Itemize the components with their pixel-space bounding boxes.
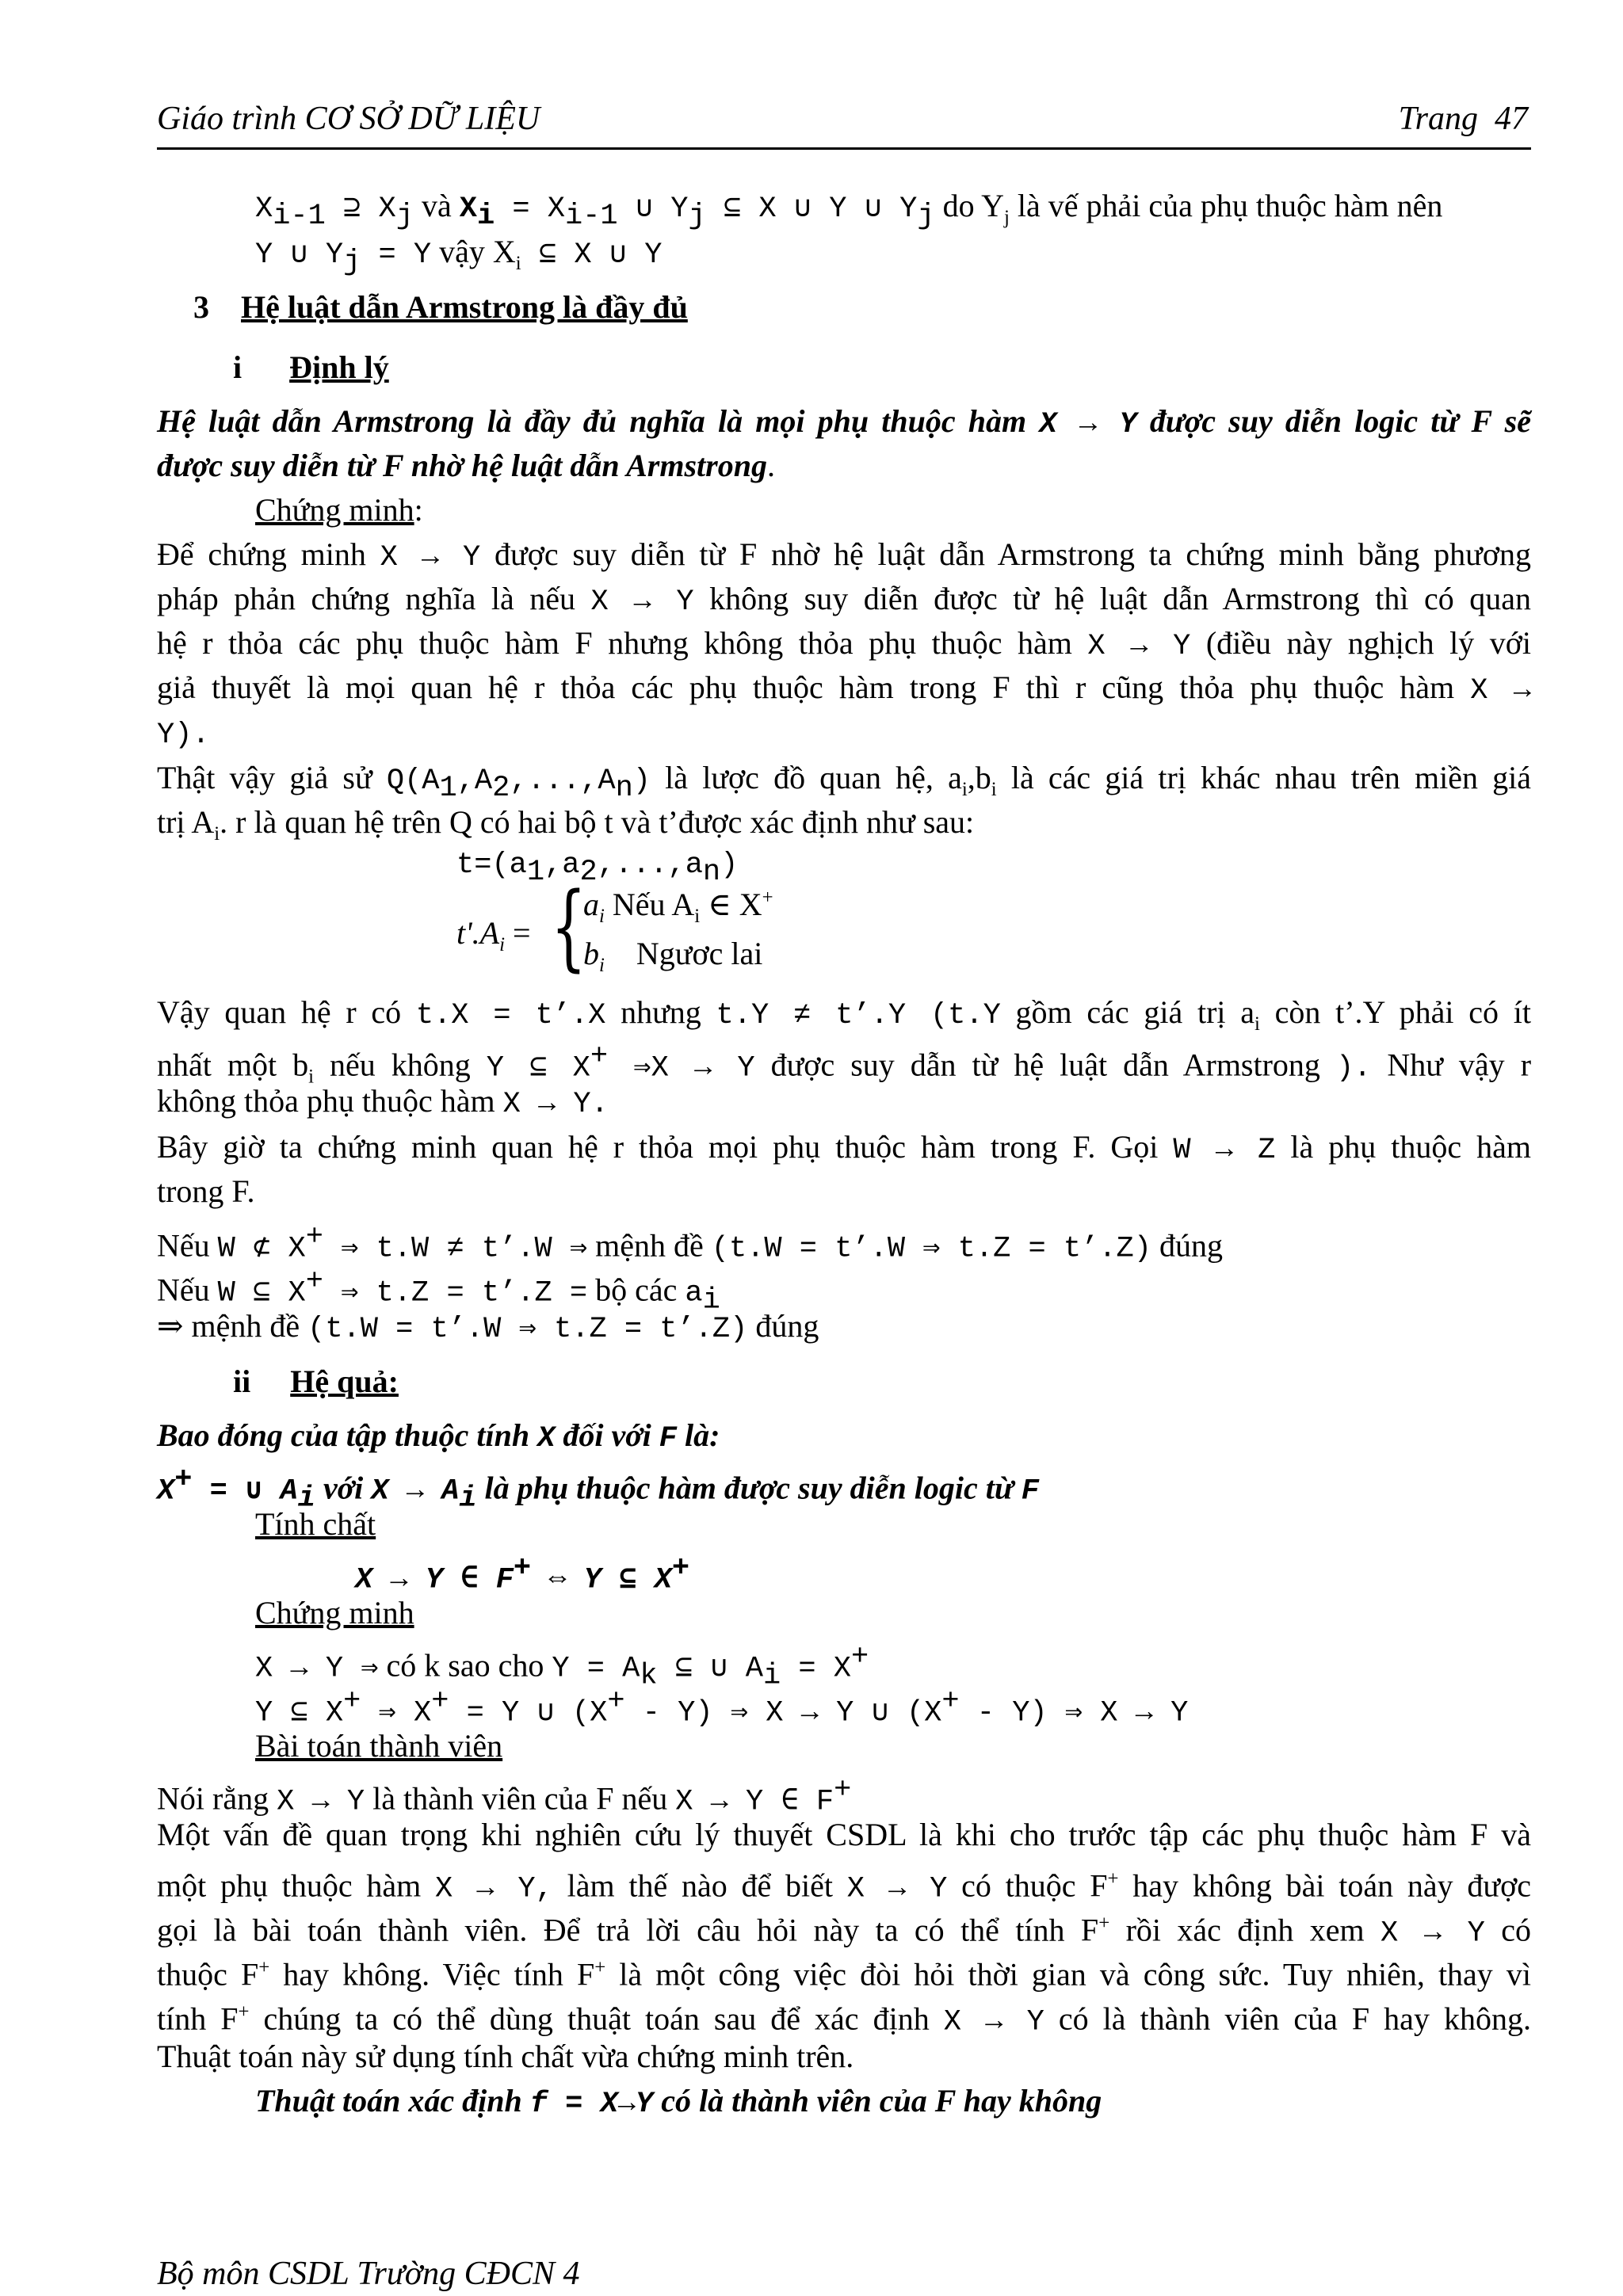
math-sup: + <box>305 1221 323 1254</box>
para-line <box>157 713 1531 754</box>
math: ⇒ t.W ≠ t’.W ⇒ <box>323 1232 588 1266</box>
subsection-number: ii <box>233 1363 251 1399</box>
para-line <box>157 1772 1531 1821</box>
math: Q(A <box>386 765 440 798</box>
para-line <box>157 1128 1531 1169</box>
header-page-label: Trang <box>1398 101 1478 137</box>
math: b <box>583 936 599 971</box>
text: vậy X <box>431 234 516 269</box>
math: W ⊄ X <box>217 1232 306 1266</box>
math: ⊆ X ∪ Y ∪ Y <box>705 193 918 226</box>
case-1 <box>583 886 773 928</box>
text-sub: j <box>1004 207 1010 228</box>
text: do Y <box>934 188 1005 223</box>
text: Thuật toán xác định <box>255 2083 530 2119</box>
text-sub: i <box>515 253 521 274</box>
left-brace: { <box>551 871 587 981</box>
text-sub: i <box>214 823 220 845</box>
subsection-title: Định lý <box>289 349 389 385</box>
math: X → <box>1470 674 1531 707</box>
math-sup: + <box>431 1685 449 1718</box>
text: ⇒ mệnh đề <box>157 1308 308 1344</box>
proof-label <box>255 491 1623 529</box>
text: được suy diễn từ F nhờ hệ luật dẫn Armstrong ta chứng minh bằng phương <box>480 536 1531 572</box>
math: ). <box>1335 1051 1372 1085</box>
math-sup: + <box>174 1463 193 1497</box>
math: t=(a <box>456 849 527 882</box>
subsection-title: Hệ quả: <box>290 1363 399 1399</box>
text: là: <box>677 1417 720 1453</box>
text: với <box>315 1470 372 1506</box>
text: rồi xác định xem <box>1109 1912 1381 1948</box>
text-sup: + <box>594 1957 606 1978</box>
para-line <box>157 994 1531 1043</box>
math: X → Y <box>1087 630 1191 663</box>
para-line <box>157 536 1531 577</box>
math-sub: i <box>459 1482 477 1516</box>
text: nếu không <box>314 1047 487 1083</box>
text: gồm các giá trị a <box>1000 994 1254 1030</box>
para-line <box>157 624 1531 666</box>
math: ,...,a <box>597 849 703 882</box>
text: là phụ thuộc hàm được suy diễn logic từ <box>476 1470 1022 1506</box>
text-sub: i <box>961 779 968 800</box>
text: Bài toán thành viên <box>255 1728 503 1764</box>
math: F <box>659 1422 678 1455</box>
math: X → Y ∈ F <box>675 1785 834 1819</box>
math: ⇒ X <box>361 1696 432 1730</box>
para-line <box>157 1173 1531 1211</box>
math-sub: 1 <box>526 856 545 889</box>
math: ) <box>632 765 651 798</box>
math: t'.A <box>456 915 500 951</box>
text: không thỏa phụ thuộc hàm <box>157 1083 503 1119</box>
math-sub: n <box>615 772 633 805</box>
subsection-number: i <box>233 349 242 385</box>
math-sub: n <box>702 856 721 889</box>
math: ⇒ t.Z = t’.Z = <box>323 1276 588 1310</box>
math-sub: i <box>599 906 605 927</box>
text-sup: + <box>1098 1913 1110 1934</box>
math-sub: 2 <box>579 856 598 889</box>
math: X → Y <box>1039 408 1137 441</box>
math: t.X = t’.X <box>415 999 606 1032</box>
para-line <box>157 1307 1531 1348</box>
tuple-tprime-definition <box>456 871 853 981</box>
para-line <box>157 669 1531 710</box>
text: được suy diễn logic từ F sẽ <box>1136 403 1531 439</box>
para-line <box>157 1949 1531 1993</box>
math: Y ∪ Y <box>255 238 344 272</box>
math: = Y <box>361 238 432 272</box>
math: - Y) ⇒ X → Y ∪ (X <box>624 1696 942 1730</box>
text: Hệ luật dẫn Armstrong là đầy đủ nghĩa là mọi phụ thuộc hàm <box>157 403 1040 439</box>
text: Ngươc lai <box>636 936 763 971</box>
text: còn t’.Y phải có ít <box>1259 994 1531 1030</box>
text: được suy dẫn từ hệ luật dẫn Armstrong <box>754 1047 1336 1083</box>
math: f = X→Y <box>529 2088 654 2121</box>
math: X → Y <box>380 541 481 574</box>
math: ,...,A <box>510 765 616 798</box>
text: giả thuyết là mọi quan hệ r thỏa các phụ thuộc hàm trong F thì r cũng thỏa phụ thuộc hàm <box>157 669 1471 705</box>
text: : <box>414 492 423 528</box>
math: = ∪ A <box>192 1474 298 1508</box>
text: có thuộc F <box>947 1867 1108 1904</box>
text: không suy diễn được từ hệ luật dẫn Armstrong thì có quan <box>693 581 1531 616</box>
math: Y = A <box>552 1652 640 1686</box>
math: W → Z <box>1173 1134 1276 1167</box>
math-sup: + <box>305 1265 323 1299</box>
membership-label <box>255 1727 1623 1765</box>
text: là phụ thuộc hàm <box>1275 1129 1531 1165</box>
math: X → Y, <box>435 1872 553 1906</box>
text: Để chứng minh <box>157 536 380 572</box>
math: ⇒X → Y <box>608 1051 755 1085</box>
math: X → Y. <box>502 1088 609 1121</box>
para-line <box>157 2038 1531 2076</box>
algorithm-heading <box>255 2082 1623 2123</box>
para-line <box>157 1219 1531 1268</box>
text: Bây giờ ta chứng minh quan hệ r thỏa mọi phụ thuộc hàm trong F. Gọi <box>157 1129 1174 1165</box>
text: có là thành viên của F hay không. <box>1044 2000 1531 2037</box>
text: (điều này nghịch lý với <box>1190 625 1532 661</box>
text: là thành viên của F nếu <box>365 1780 676 1817</box>
math: = X <box>781 1652 851 1686</box>
para-line <box>157 1816 1531 1854</box>
corollary-line <box>157 1417 1531 1458</box>
math-sub: i <box>476 200 495 233</box>
text-sub: i <box>694 906 701 927</box>
section-number: 3 <box>193 289 209 325</box>
text-sup: + <box>238 2001 250 2023</box>
math: ,a <box>544 849 580 882</box>
subsection-heading <box>233 349 1607 387</box>
math: ∪ Y <box>617 193 689 226</box>
math: (t.W = t’.W ⇒ t.Z = t’.Z) <box>307 1313 748 1346</box>
text: tính F <box>157 2000 239 2037</box>
text: gọi là bài toán thành viên. Để trả lời câu hỏi này ta có thể tính F <box>157 1912 1099 1948</box>
text: là lược đồ quan hệ, a <box>651 760 962 795</box>
text: hay không bài toán này được <box>1118 1867 1531 1904</box>
text: Thật vậy giả sử <box>157 760 387 795</box>
text: Chứng minh <box>255 1595 414 1630</box>
text: Như vậy r <box>1371 1047 1532 1083</box>
math: W ⊆ X <box>217 1276 306 1310</box>
para-line <box>157 1993 1531 2041</box>
text: được suy diễn từ F nhờ hệ luật dẫn Armstrong <box>157 448 767 483</box>
math: ⇔ Y ⊆ X <box>531 1563 672 1597</box>
text: Tính chất <box>255 1506 376 1542</box>
math: X → Y <box>846 1872 948 1906</box>
math-sup: + <box>607 1685 625 1718</box>
tprime-lhs <box>456 914 531 956</box>
text: nhưng <box>605 994 716 1030</box>
text: . <box>766 448 775 483</box>
header-page-number: 47 <box>1495 101 1528 137</box>
section-title: Hệ luật dẫn Armstrong là đầy đủ <box>241 289 688 325</box>
text: là các giá trị khác nhau trên miền giá <box>996 760 1532 795</box>
text-sub: i <box>1254 1013 1260 1035</box>
math: Y ⊆ X <box>486 1051 590 1085</box>
para-line <box>157 1905 1531 1952</box>
math-sup: + <box>834 1774 852 1807</box>
text: nhất một b <box>157 1047 309 1083</box>
math: F <box>1021 1474 1040 1508</box>
proof-line <box>255 1683 1623 1732</box>
text: Một vấn đề quan trọng khi nghiên cứu lý thuyết CSDL là khi cho trước tập các phụ thuộc hàm F và <box>157 1817 1531 1852</box>
math-sub: i <box>499 934 505 955</box>
text: Nếu A <box>604 887 695 922</box>
text-sub: i <box>308 1066 314 1088</box>
math-sub: i <box>599 955 605 976</box>
math: X → A <box>371 1474 460 1508</box>
math-sup: + <box>851 1641 869 1674</box>
math-sup: + <box>941 1685 960 1718</box>
math-sub: j <box>917 200 935 233</box>
property-formula <box>355 1550 1623 1599</box>
math-sub: j <box>343 246 361 279</box>
math-sub: i <box>702 1283 720 1318</box>
math-sup: + <box>513 1552 532 1585</box>
section-heading <box>193 288 1568 326</box>
text: thuộc F <box>157 1956 259 1993</box>
math: a <box>583 887 599 922</box>
math: X → Y <box>943 2005 1044 2039</box>
text: là vế phải của phụ thuộc hàm nên <box>1009 188 1443 223</box>
math: X → Y <box>277 1785 365 1819</box>
text: Nếu <box>157 1272 218 1308</box>
text: bộ các <box>587 1272 685 1308</box>
text: Chứng minh <box>255 492 414 528</box>
math: = <box>505 915 531 951</box>
text: có k sao cho <box>378 1647 552 1684</box>
math-sup: + <box>762 887 773 909</box>
math: t.Y ≠ t’.Y (t.Y <box>716 999 1001 1032</box>
text-line <box>255 187 1531 237</box>
math-sub: 1 <box>439 772 457 805</box>
math: ⊇ X <box>325 193 396 226</box>
math: - Y) ⇒ X → Y <box>959 1696 1189 1730</box>
math: X → Y <box>1381 1917 1485 1951</box>
para-line <box>157 1082 1531 1123</box>
math: (t.W = t’.W ⇒ t.Z = t’.Z) <box>711 1232 1151 1266</box>
text: Vậy quan hệ r có <box>157 994 416 1030</box>
text-line <box>255 233 1623 283</box>
math: = Y ∪ (X <box>449 1696 608 1730</box>
tuple-t-definition <box>456 843 1623 891</box>
text: Nếu <box>157 1227 218 1264</box>
math-sub: i <box>297 1482 315 1516</box>
header-page <box>1399 100 1528 138</box>
math: X <box>255 193 273 226</box>
text-sup: + <box>1107 1868 1119 1890</box>
subsection-heading <box>233 1363 1607 1401</box>
para-line <box>157 759 1531 809</box>
math: ) <box>720 849 739 882</box>
math-sup: + <box>590 1040 609 1074</box>
para-line <box>157 580 1531 621</box>
text: . r là quan hệ trên Q có hai bộ t và t’được xác định như sau: <box>220 804 975 840</box>
text: chúng ta có thể dùng thuật toán sau để xác định <box>249 2000 944 2037</box>
math: ⊆ X ∪ Y <box>521 238 663 272</box>
text: trị A <box>157 804 215 840</box>
text: đúng <box>1151 1227 1223 1264</box>
math: X → Y <box>590 585 694 619</box>
math-sub: j <box>688 200 706 233</box>
math-sub: k <box>640 1659 658 1693</box>
math-sup: + <box>671 1552 690 1585</box>
math-sub: 2 <box>492 772 510 805</box>
math-sub: j <box>395 200 414 233</box>
math: = X <box>495 193 565 226</box>
text: hệ r thỏa các phụ thuộc hàm F nhưng không thỏa phụ thuộc hàm <box>157 625 1088 661</box>
text: Thuật toán này sử dụng tính chất vừa chứng minh trên. <box>157 2039 854 2074</box>
math: X <box>157 1474 175 1508</box>
math: Y). <box>157 719 210 752</box>
property-label <box>255 1505 1623 1543</box>
text: là một công việc đòi hỏi thời gian và công sức. Tuy nhiên, thay vì <box>605 1956 1532 1993</box>
text: Bao đóng của tập thuộc tính <box>157 1417 538 1453</box>
text: mệnh đề <box>587 1227 712 1264</box>
para-line <box>157 1860 1531 1908</box>
math: ,A <box>456 765 493 798</box>
text: và <box>413 188 460 223</box>
math-sub: i <box>762 1659 781 1693</box>
text: có là thành viên của F hay không <box>653 2083 1102 2119</box>
text: ,b <box>967 760 991 795</box>
text: có <box>1484 1912 1531 1948</box>
math-sub: i-1 <box>564 200 618 233</box>
theorem-line <box>157 447 1531 485</box>
math: X <box>459 193 477 226</box>
text: trong F. <box>157 1173 255 1209</box>
math: Y ⊆ X <box>255 1696 344 1730</box>
text: đúng <box>747 1308 819 1344</box>
math: X → Y ⇒ <box>255 1652 379 1686</box>
math: ∈ X <box>700 887 762 922</box>
header-rule <box>157 147 1531 150</box>
text: làm thế nào để biết <box>552 1867 847 1904</box>
theorem-line <box>157 402 1531 444</box>
proof-label <box>255 1594 1623 1632</box>
math-sub: i-1 <box>273 200 326 233</box>
text: đối với <box>555 1417 659 1453</box>
math: X → Y ∈ F <box>355 1563 514 1597</box>
header-title: Giáo trình CƠ SỞ DỮ LIỆU <box>157 101 540 137</box>
text: pháp phản chứng nghĩa là nếu <box>157 581 591 616</box>
text: Nói rằng <box>157 1780 277 1817</box>
math: X <box>537 1422 556 1455</box>
case-2 <box>583 935 762 977</box>
math: a <box>685 1276 703 1310</box>
math: ⊆ ∪ A <box>657 1652 763 1686</box>
text: hay không. Việc tính F <box>269 1956 595 1993</box>
text: một phụ thuộc hàm <box>157 1867 436 1904</box>
footer-text: Bộ môn CSDL Trường CĐCN 4 <box>157 2256 580 2292</box>
text-sup: + <box>258 1957 270 1978</box>
text-sub: i <box>991 779 997 800</box>
math-sup: + <box>343 1685 361 1718</box>
